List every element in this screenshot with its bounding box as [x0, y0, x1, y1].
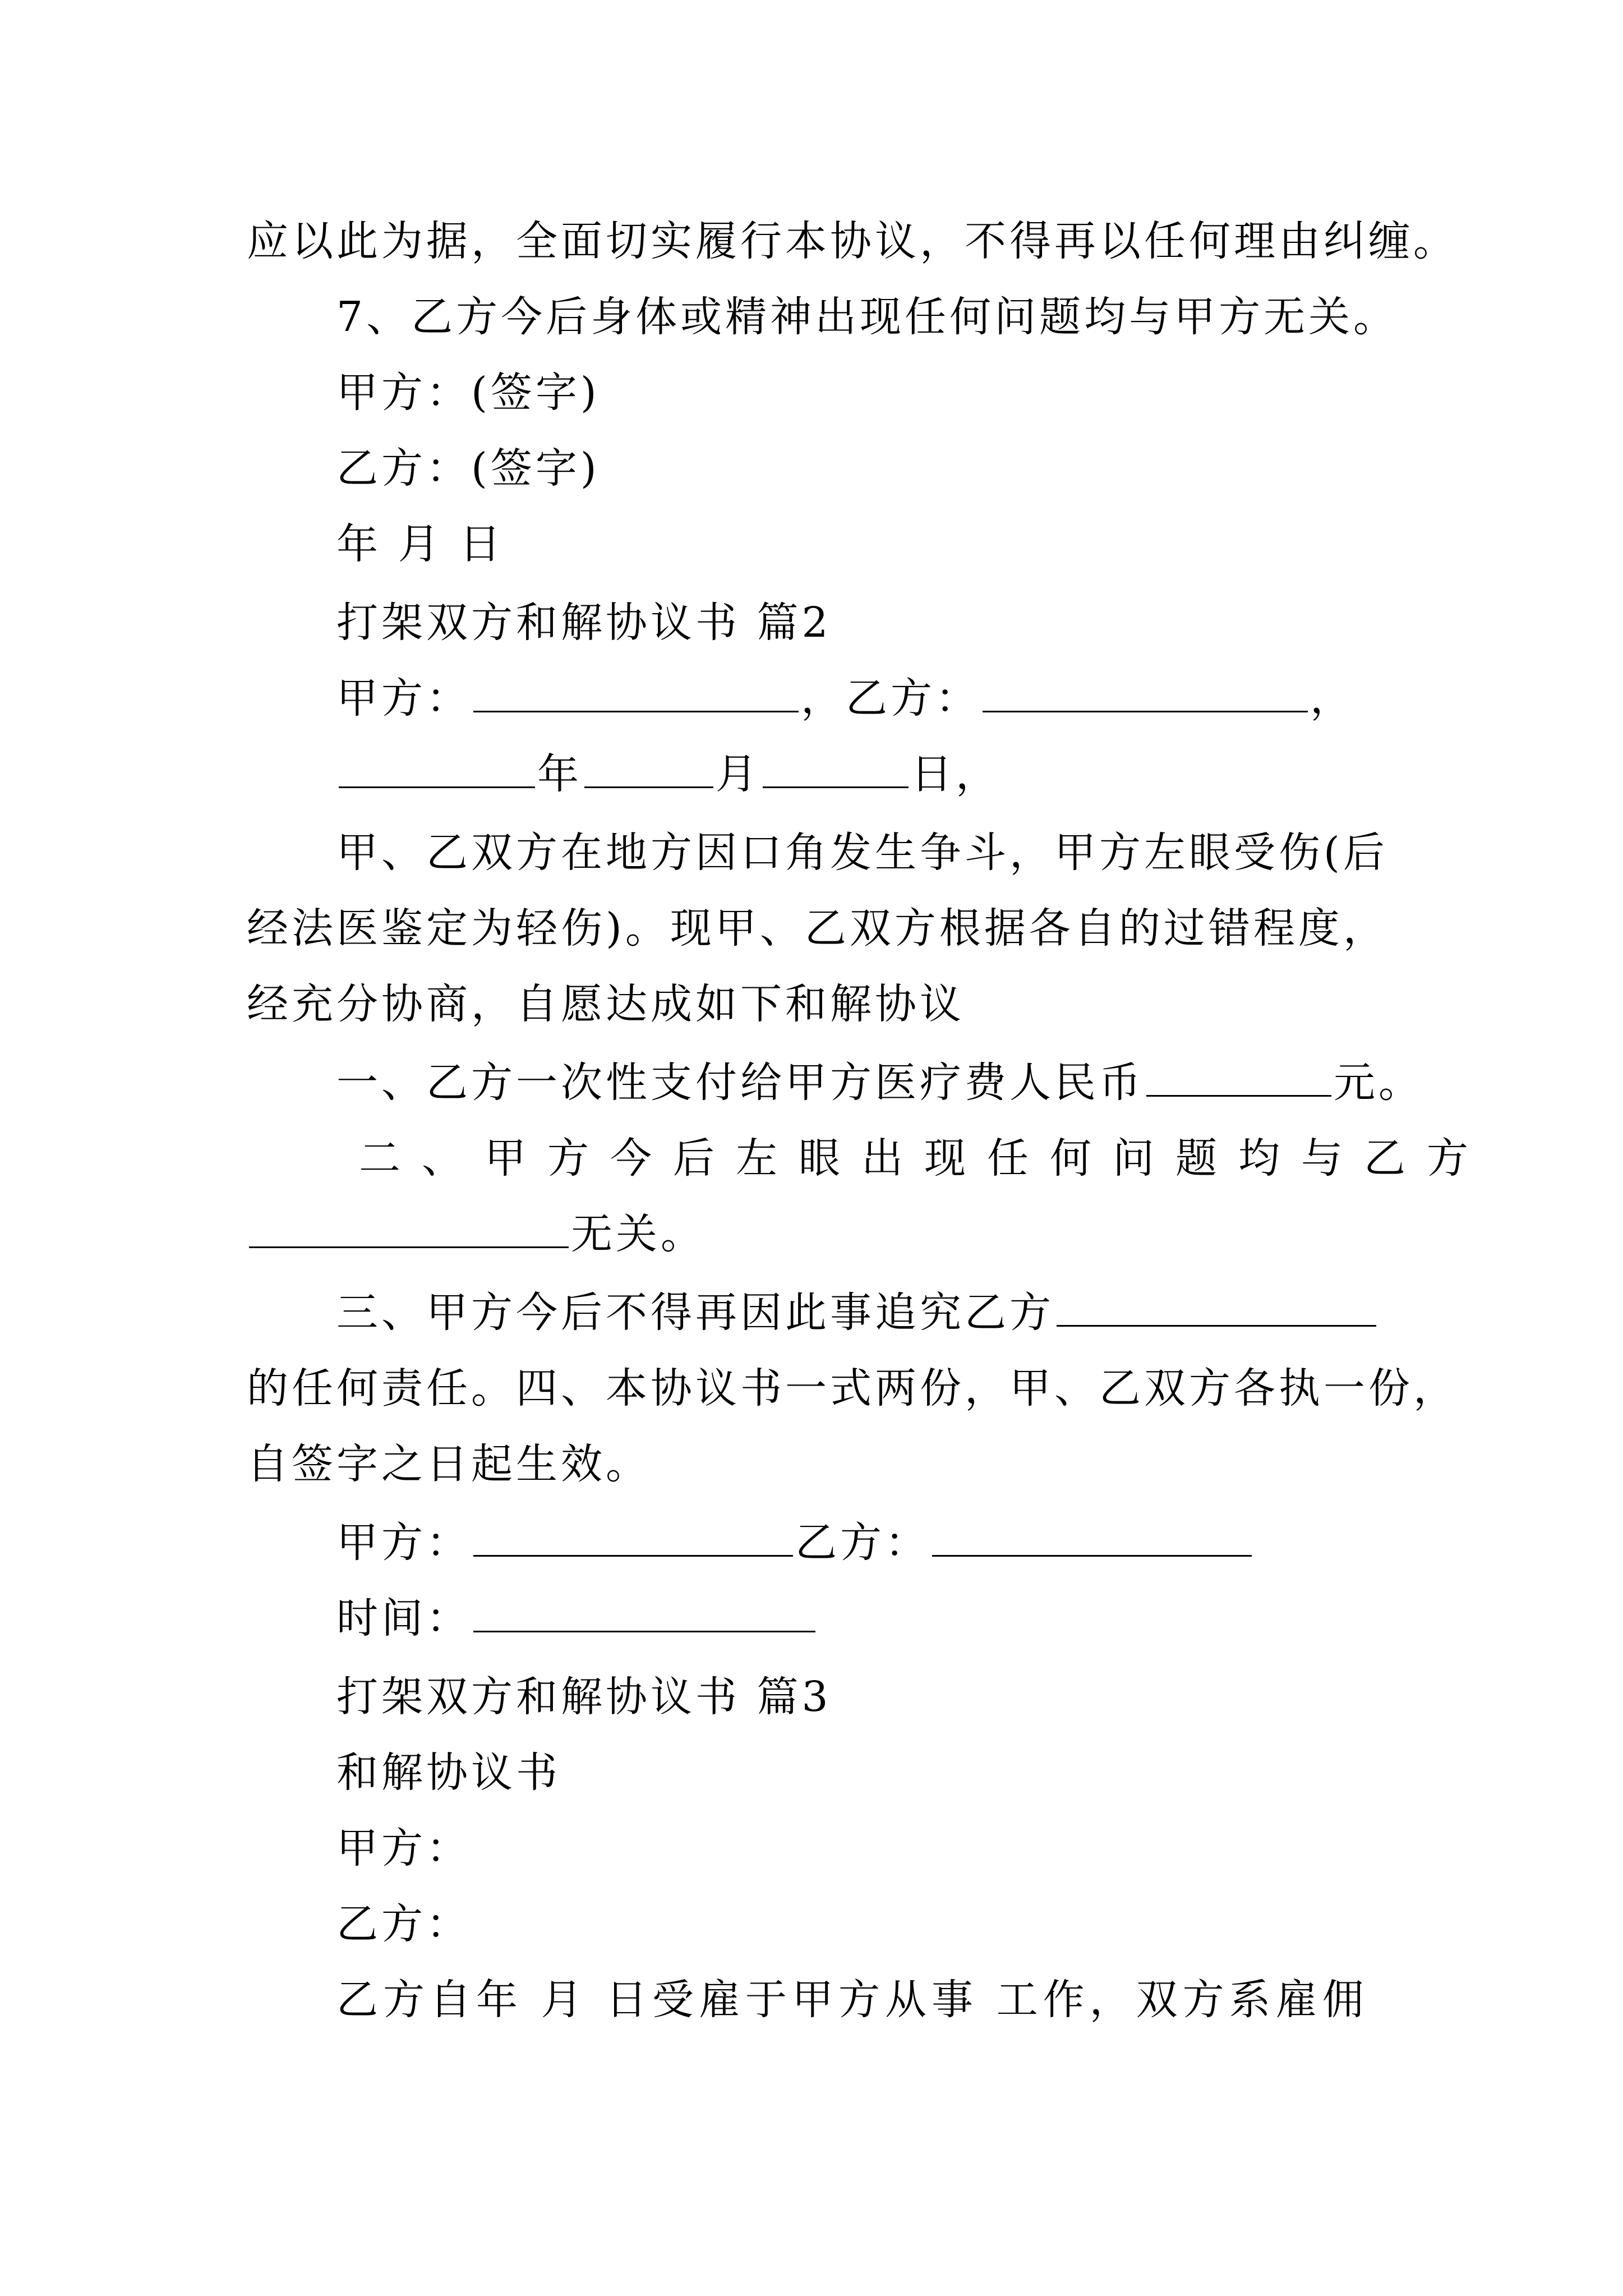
- s2-item-2-line-1: 二、甲方今后左眼出现任何问题均与乙方: [359, 1134, 1490, 1182]
- sig-b-label: 乙方：: [795, 1519, 930, 1567]
- s3-party-a: 甲方：: [336, 1824, 471, 1872]
- month-label: 月: [716, 750, 760, 798]
- signature-party-b: 乙方：(签字): [336, 444, 600, 493]
- s2-item-2-line-2: [247, 1206, 706, 1262]
- section-2-title: 打架双方和解协议书 篇2: [336, 599, 832, 647]
- s2-signatures: [336, 1515, 1254, 1571]
- signature-party-a: 甲方：(签字): [336, 369, 600, 417]
- item-2-suffix: 无关。: [571, 1210, 706, 1258]
- party-b-blank: [983, 676, 1308, 712]
- s2-paragraph-line-1: 甲、乙双方在地方因口角发生争斗，甲方左眼受伤(后: [336, 829, 1388, 877]
- paragraph-continued: 应以此为据，全面切实履行本协议，不得再以任何理由纠缠。: [247, 217, 1458, 265]
- year-blank: [339, 752, 535, 788]
- parties-line: [336, 670, 1355, 726]
- s2-paragraph-line-2: 经法医鉴定为轻伤)。现甲、乙双方根据各自的过错程度，: [247, 904, 1388, 953]
- section-3-title: 打架双方和解协议书 篇3: [336, 1673, 832, 1721]
- s2-time: [336, 1590, 818, 1646]
- item-1-text: 一、乙方一次性支付给甲方医疗费人民币: [336, 1059, 1144, 1107]
- end-comma: ，: [1310, 674, 1355, 723]
- day-blank: [763, 752, 909, 788]
- date-blanks-line: [336, 746, 1000, 802]
- sig-a-label: 甲方：: [336, 1519, 471, 1567]
- item-3-text: 三、甲方今后不得再因此事追究乙方: [336, 1289, 1054, 1337]
- amount-blank: [1146, 1060, 1331, 1097]
- s2-item-3-line-1: [336, 1285, 1378, 1341]
- s3-heading: 和解协议书: [336, 1749, 561, 1797]
- sig-a-blank: [473, 1520, 793, 1557]
- year-label: 年: [537, 750, 582, 798]
- party-a-blank: [473, 676, 799, 712]
- day-label: 日，: [911, 750, 1000, 798]
- s3-paragraph-1: 乙方自年 月 日受雇于甲方从事 工作，双方系雇佣: [336, 1976, 1369, 2024]
- s2-item-3-line-3: 自签字之日起生效。: [247, 1440, 651, 1488]
- party-a-label: 甲方：: [336, 674, 471, 723]
- item-1-suffix: 元。: [1334, 1059, 1423, 1107]
- item-3-blank: [1057, 1290, 1376, 1327]
- time-blank: [473, 1596, 815, 1632]
- s2-paragraph-line-3: 经充分协商，自愿达成如下和解协议: [247, 980, 965, 1028]
- s2-item-3-line-2: 的任何责任。四、本协议书一式两份，甲、乙双方各执一份，: [247, 1364, 1458, 1412]
- month-blank: [584, 752, 713, 788]
- date-line: 年 月 日: [336, 520, 505, 568]
- item-2-blank: [249, 1212, 569, 1248]
- s3-party-b: 乙方：: [336, 1900, 471, 1948]
- item-7: 7、乙方今后身体或精神出现任何问题均与甲方无关。: [336, 293, 1399, 341]
- time-label: 时间：: [336, 1594, 471, 1642]
- s2-item-1: [336, 1055, 1423, 1111]
- party-b-label: ，乙方：: [801, 674, 980, 723]
- sig-b-blank: [932, 1520, 1252, 1557]
